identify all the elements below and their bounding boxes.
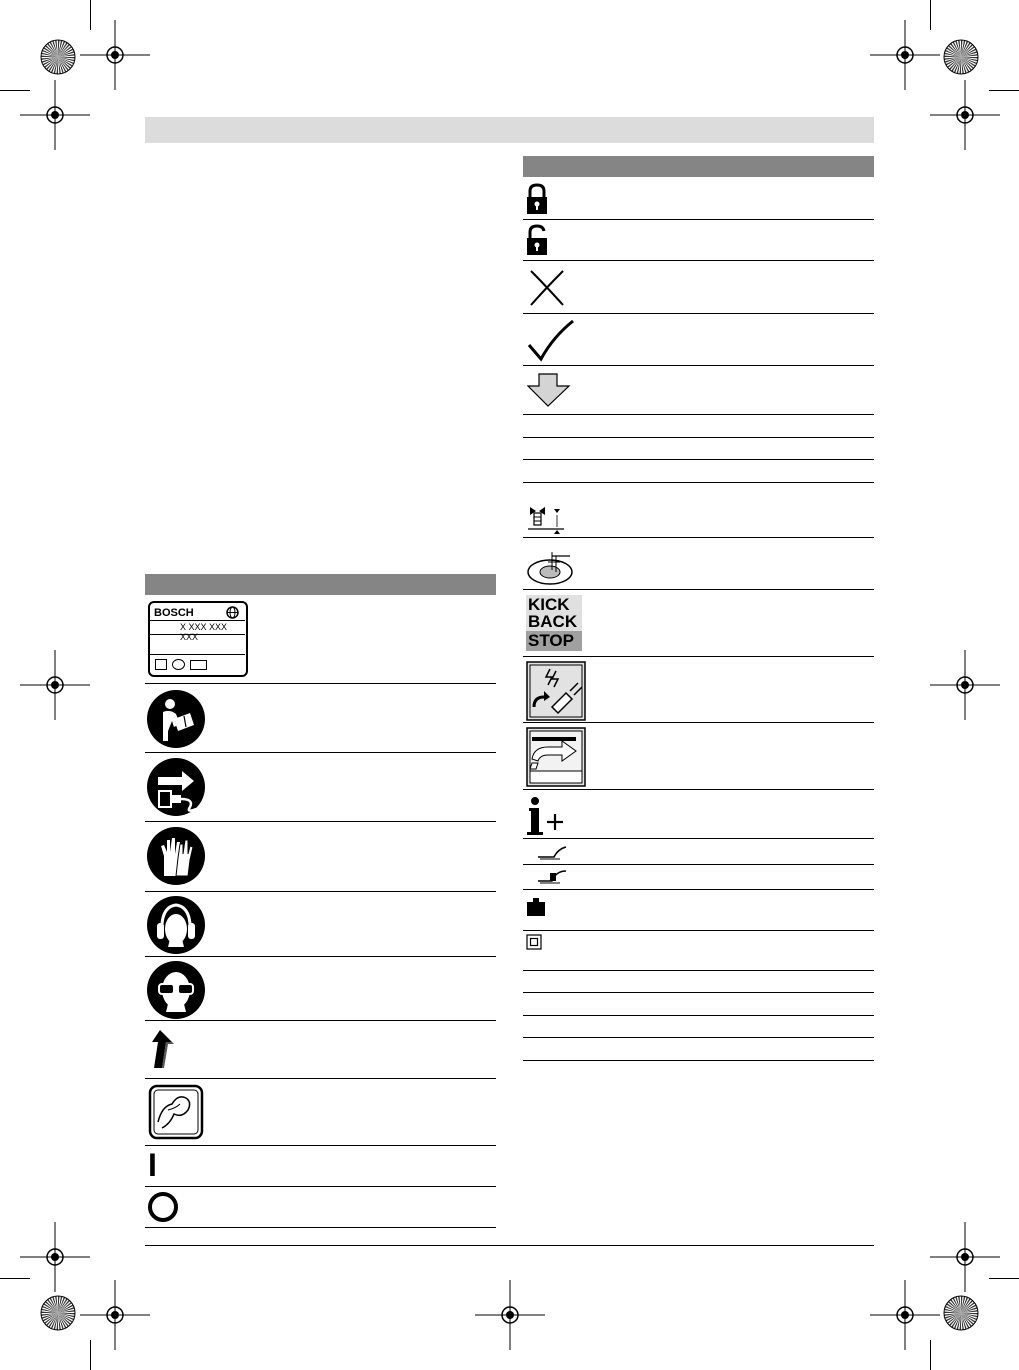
nameplate-divider (150, 634, 245, 635)
wheel-segment (961, 1313, 978, 1314)
wheel-segment (960, 1313, 961, 1330)
row-divider (523, 219, 874, 220)
row-divider (523, 1060, 874, 1061)
row-divider (145, 1078, 496, 1079)
row-divider (523, 365, 874, 366)
read-manual-icon (146, 689, 206, 749)
kickback-line-2: BACK (528, 612, 578, 631)
eye-protection-icon (146, 960, 206, 1020)
page-header-bar (145, 117, 874, 143)
row-divider (523, 789, 874, 790)
wheel-segment (944, 56, 961, 57)
row-divider (523, 459, 874, 460)
registration-mark-icon (930, 1222, 1000, 1292)
unplug-icon (146, 757, 206, 817)
electronic-icon (526, 661, 586, 721)
registration-mark-icon (870, 1280, 940, 1350)
row-divider (145, 1020, 496, 1021)
left-table-header (145, 574, 496, 595)
check-icon (527, 319, 575, 363)
wheel-segment (58, 1313, 75, 1314)
row-divider (523, 313, 874, 314)
nameplate-icon (148, 601, 248, 677)
row-divider (523, 414, 874, 415)
gloves-icon (146, 826, 206, 886)
row-divider (523, 970, 874, 971)
ear-protection-icon (146, 895, 206, 955)
nameplate-brand: BOSCH (154, 607, 194, 619)
two-hand-grip-icon (148, 1084, 204, 1140)
wheel-segment (961, 57, 978, 58)
depth-adjust-icon (526, 503, 566, 535)
angle-grinder-icon (536, 843, 568, 861)
row-divider (523, 722, 874, 723)
row-divider (523, 930, 874, 931)
lock-closed-icon (526, 183, 548, 215)
arrow-up-icon (148, 1028, 182, 1070)
row-divider (523, 1015, 874, 1016)
wheel-segment (41, 56, 58, 57)
wheel-segment (58, 40, 59, 57)
switch-off-icon (147, 1191, 179, 1223)
row-divider (523, 1037, 874, 1038)
blade-icon (526, 548, 578, 586)
row-divider (145, 956, 496, 957)
row-divider (523, 589, 874, 590)
plate-oval (172, 659, 185, 670)
wheel-segment (41, 1312, 58, 1313)
globe-icon (226, 606, 239, 619)
registration-mark-icon (930, 650, 1000, 720)
registration-mark-icon (80, 1280, 150, 1350)
wheel-segment (57, 1313, 58, 1330)
row-divider (523, 889, 874, 890)
color-wheel-icon (943, 39, 979, 75)
color-wheel-icon (943, 1295, 979, 1331)
kickback-stop-icon (526, 595, 582, 651)
arrow-down-icon (527, 372, 571, 408)
row-divider (145, 891, 496, 892)
wheel-segment (57, 57, 58, 74)
cross-icon (527, 267, 567, 307)
color-wheel-icon (40, 1295, 76, 1331)
weight-icon (526, 897, 546, 917)
kickback-line-1: KICK (528, 595, 570, 614)
registration-mark-icon (20, 80, 90, 150)
guide-arrow-icon (526, 727, 586, 787)
row-divider (145, 1145, 496, 1146)
color-wheel-icon (40, 39, 76, 75)
row-divider (523, 838, 874, 839)
nameplate-number: X XXX XXX XXX (180, 622, 228, 642)
registration-mark-icon (80, 20, 150, 90)
wheel-segment (944, 1312, 961, 1313)
registration-mark-icon (930, 80, 1000, 150)
right-table-header (523, 156, 874, 177)
row-divider (523, 992, 874, 993)
row-divider (145, 752, 496, 753)
row-divider (523, 482, 874, 483)
row-divider (145, 1186, 496, 1187)
row-divider (523, 437, 874, 438)
plate-square (155, 659, 167, 670)
row-divider (523, 260, 874, 261)
protection-class-icon (526, 934, 542, 950)
nameplate-divider (150, 654, 245, 655)
info-plus-icon (527, 796, 567, 836)
registration-mark-icon (475, 1280, 545, 1350)
row-divider (523, 656, 874, 657)
lock-open-icon (526, 224, 548, 256)
row-divider (523, 864, 874, 865)
row-divider (523, 537, 874, 538)
plate-rect (190, 660, 207, 670)
wheel-segment (58, 1296, 59, 1313)
nameplate-divider (150, 620, 245, 621)
row-divider (145, 821, 496, 822)
row-divider (145, 1227, 496, 1228)
footer-rule (145, 1245, 874, 1246)
wheel-segment (960, 57, 961, 74)
row-divider (145, 683, 496, 684)
wheel-segment (58, 57, 75, 58)
wheel-segment (961, 40, 962, 57)
wheel-segment (961, 1296, 962, 1313)
kickback-line-3: STOP (526, 631, 582, 651)
switch-on-icon: I (148, 1147, 157, 1183)
angle-grinder-icon (536, 867, 568, 885)
registration-mark-icon (20, 650, 90, 720)
